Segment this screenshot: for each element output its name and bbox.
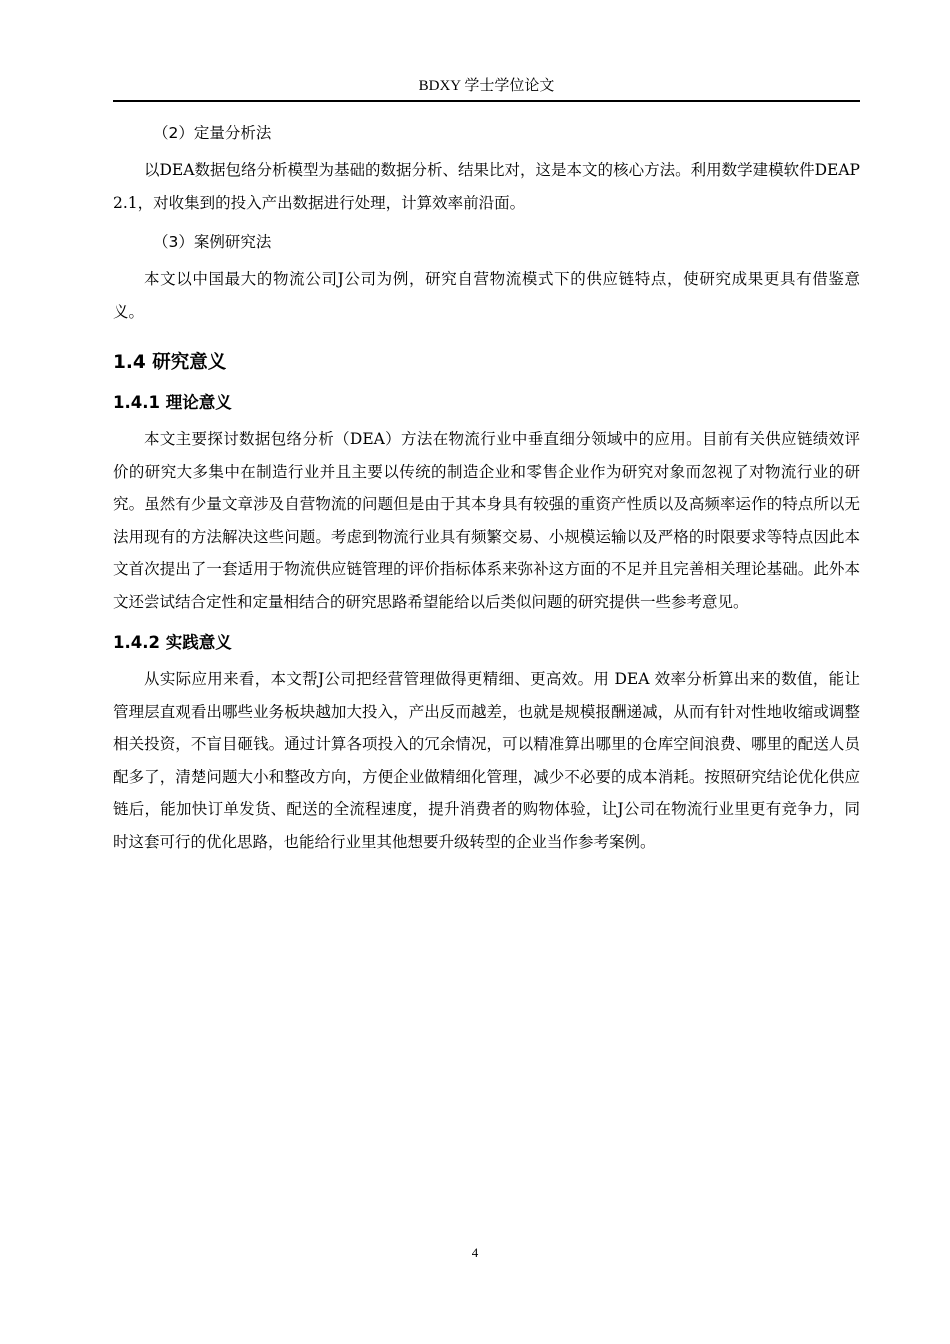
section-heading-1-4: 1.4 研究意义 <box>113 352 227 373</box>
page-body <box>113 118 860 858</box>
quantitative-method-heading: （2）定量分析法 <box>153 124 272 142</box>
running-header: BDXY 学士学位论文 <box>418 78 555 94</box>
header-divider <box>113 100 860 102</box>
practical-significance-paragraph: 从实际应用来看，本文帮J公司把经营管理做得更精细、更高效。用 DEA 效率分析算出来的数值，能让管理层直观看出哪些业务板块越加大投入，产出反而越差，也就是规模报酬递减，从而有针对性地收缩或调整相关投资，不盲目砸钱。通过计算各项投入的冗余情况，可以精准算出哪里的仓库空间浪费、哪里的配送人员配多了，清楚问题大小和整改方向，方便企业做精细化管理，减少不必要的成本消耗。按照研究结论优化供应链后，能加快订单发货、配送的全流程速度，提升消费者的购物体验，让J公司在物流行业里更有竞争力，同时这套可行的优化思路，也能给行业里其他想要升级转型的企业当作参考案例。 <box>113 670 860 851</box>
section-heading-1-4-2: 1.4.2 实践意义 <box>113 633 232 652</box>
case-study-paragraph: 本文以中国最大的物流公司J公司为例，研究自营物流模式下的供应链特点，使研究成果更具有借鉴意义。 <box>113 270 860 321</box>
section-heading-1-4-1: 1.4.1 理论意义 <box>113 393 232 412</box>
quantitative-method-paragraph: 以DEA数据包络分析模型为基础的数据分析、结果比对，这是本文的核心方法。利用数学建模软件DEAP 2.1，对收集到的投入产出数据进行处理，计算效率前沿面。 <box>113 161 860 212</box>
page-number: 4 <box>471 1245 479 1260</box>
case-study-heading: （3）案例研究法 <box>153 233 272 251</box>
theoretical-significance-paragraph: 本文主要探讨数据包络分析（DEA）方法在物流行业中垂直细分领域中的应用。目前有关供应链绩效评价的研究大多集中在制造行业并且主要以传统的制造企业和零售企业作为研究对象而忽视了对物流行业的研究。虽然有少量文章涉及自营物流的问题但是由于其本身具有较强的重资产性质以及高频率运作的特点所以无法用现有的方法解决这些问题。考虑到物流行业具有频繁交易、小规模运输以及严格的时限要求等特点因此本文首次提出了一套适用于物流供应链管理的评价指标体系来弥补这方面的不足并且完善相关理论基础。此外本文还尝试结合定性和定量相结合的研究思路希望能给以后类似问题的研究提供一些参考意见。 <box>113 430 860 611</box>
